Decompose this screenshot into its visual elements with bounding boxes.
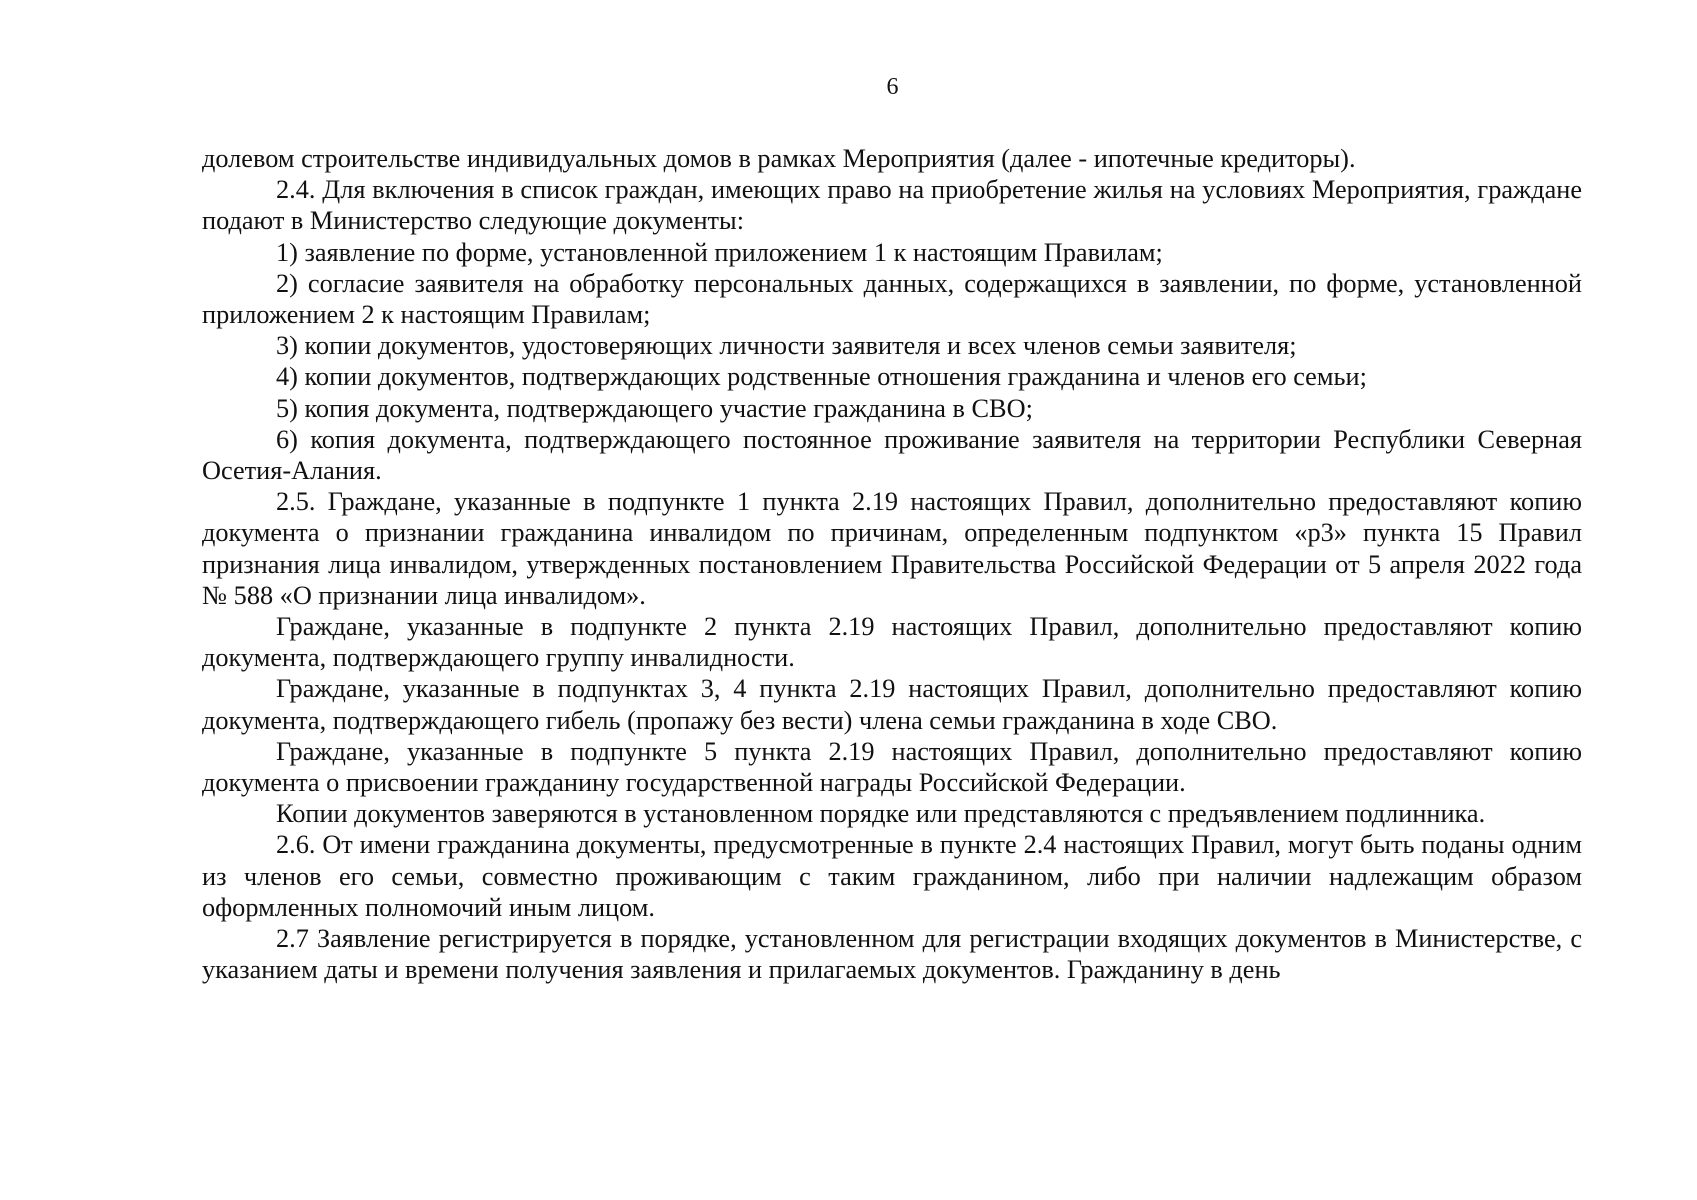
list-item: 2) согласие заявителя на обработку персональных данных, содержащихся в заявлении, по форме, установленной приложением 2 к настоящим Правилам;	[202, 268, 1582, 330]
paragraph: долевом строительстве индивидуальных домов в рамках Мероприятия (далее - ипотечные кредиторы).	[202, 144, 1356, 173]
page-number: 6	[886, 74, 899, 100]
paragraph: 2.7 Заявление регистрируется в порядке, установленном для регистрации входящих документов в Министерстве, с указанием даты и времени получения заявления и прилагаемых документов. Гражданину в день	[202, 924, 1582, 985]
paragraph: Граждане, указанные в подпунктах 3, 4 пункта 2.19 настоящих Правил, дополнительно предоставляют копию документа, подтверждающего гибель (пропажу без вести) члена семьи гражданина в ходе СВО.	[202, 674, 1582, 735]
paragraph: 2.4. Для включения в список граждан, имеющих право на приобретение жилья на условиях Мероприятия, граждане подают в Министерство следующие документы:	[202, 175, 1582, 236]
paragraph: 2.5. Граждане, указанные в подпункте 1 пункта 2.19 настоящих Правил, дополнительно предоставляют копию документа о признании гражданина инвалидом по причинам, определенным подпунктом «р3» пункта 15 Правил признания лица инвалидом, утвержденных постановлением Правительства Российской Федерации от 5 апреля 2022 года № 588 «О признании лица инвалидом».	[202, 487, 1582, 610]
paragraph: 2.6. От имени гражданина документы, предусмотренные в пункте 2.4 настоящих Правил, могут быть поданы одним из членов его семьи, совместно проживающим с таким гражданином, либо при наличии надлежащим образом оформленных полномочий иным лицом.	[202, 830, 1582, 922]
list-item: 3) копии документов, удостоверяющих личности заявителя и всех членов семьи заявителя;	[276, 331, 1297, 361]
document-body	[202, 143, 1582, 985]
list-item: 5) копия документа, подтверждающего участие гражданина в СВО;	[276, 393, 1033, 423]
list-item: 6) копия документа, подтверждающего постоянное проживание заявителя на территории Республики Северная Осетия-Алания.	[202, 424, 1582, 486]
paragraph: Копии документов заверяются в установленном порядке или представляются с предъявлением подлинника.	[276, 799, 1486, 829]
paragraph: Граждане, указанные в подпункте 5 пункта 2.19 настоящих Правил, дополнительно предоставляют копию документа о присвоении гражданину государственной награды Российской Федерации.	[202, 736, 1582, 798]
list-item: 1) заявление по форме, установленной приложением 1 к настоящим Правилам;	[276, 237, 1163, 267]
list-item: 4) копии документов, подтверждающих родственные отношения гражданина и членов его семьи;	[276, 362, 1367, 392]
paragraph: Граждане, указанные в подпункте 2 пункта 2.19 настоящих Правил, дополнительно предоставляют копию документа, подтверждающего группу инвалидности.	[202, 612, 1582, 673]
